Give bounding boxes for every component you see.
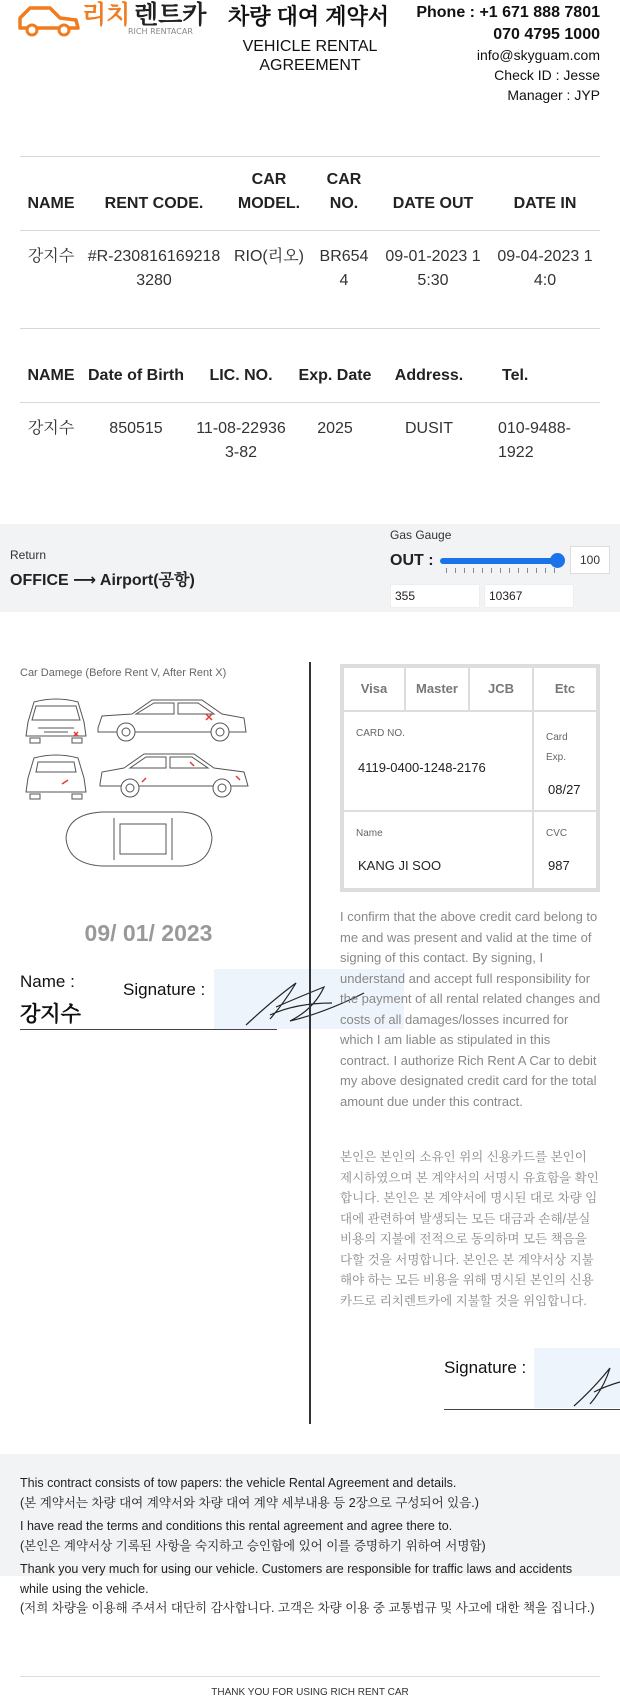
terms-line: Thank you very much for using our vehicle. Customers are responsible for traffic laws and accidents while using the vehicle. (저희 차량을 이용해 주셔서 대단히 감사합니다. 고객은 차량 이용 중 교통법규 및 사고에 대한 책을 집니다.) bbox=[20, 1562, 595, 1615]
mileage-out-field[interactable]: 355 bbox=[390, 584, 480, 608]
brand-master[interactable]: Master bbox=[404, 666, 470, 712]
card-name-cell[interactable] bbox=[342, 810, 534, 890]
table-row bbox=[20, 403, 600, 480]
brand-etc[interactable]: Etc bbox=[532, 666, 598, 712]
return-value: OFFICE ⟶ Airport(공항) bbox=[10, 572, 195, 589]
card-exp-label: Card Exp. bbox=[546, 732, 568, 763]
col-header-tel: Tel. bbox=[480, 329, 600, 403]
terms-section bbox=[0, 1454, 620, 1615]
card-name-label: Name bbox=[356, 828, 383, 839]
credit-card-grid bbox=[340, 664, 600, 892]
col-header-dob: Date of Birth bbox=[82, 329, 190, 403]
brand-jcb[interactable]: JCB bbox=[468, 666, 534, 712]
slider-track bbox=[440, 558, 558, 564]
col-header-address: Address. bbox=[378, 329, 480, 403]
confirm-text-korean: 본인은 본인의 소유인 위의 신용카드를 본인이 제시하였으며 본 계약서의 서명시 유효함을 확인합니다. 본인은 본 계약서에 명시된 대로 차량 임대에 관련하여 발생되는 모든 대금과 손해/분실비용의 지불에 전적으로 동의하며 모든 책음을 다할 것을 서명합니다. 본인은 본 계약서상 지불해야 하는 모든 비용을 위해 명시된 본인의 신용카드로 리치렌트카에 지불할 것을 위임합니다. bbox=[340, 1150, 599, 1308]
card-exp-cell[interactable] bbox=[532, 710, 598, 812]
card-exp-value: 08/27 bbox=[548, 782, 581, 797]
title-english: VEHICLE RENTAL AGREEMENT bbox=[242, 38, 378, 74]
col-header-name: NAME bbox=[20, 329, 82, 403]
card-cvc-cell[interactable] bbox=[532, 810, 598, 890]
name-underline bbox=[20, 1029, 277, 1030]
card-signature-label: Signature : bbox=[444, 1358, 527, 1377]
signing-date: 09/ 01/ 2023 bbox=[84, 920, 213, 946]
car-side-view-left bbox=[100, 754, 248, 797]
col-header-car-model: CAR MODEL. bbox=[226, 157, 312, 231]
gas-out-label: OUT : bbox=[390, 552, 434, 569]
car-side-view-right bbox=[98, 700, 246, 741]
car-damage-diagram[interactable] bbox=[22, 692, 272, 892]
col-header-exp-date: Exp. Date bbox=[292, 329, 378, 403]
cell-date-out: 09-01-2023 15:30 bbox=[385, 248, 481, 289]
table-row bbox=[20, 231, 600, 308]
logo-text-en: RICH RENTACAR bbox=[128, 27, 193, 36]
gas-value-field[interactable]: 100 bbox=[570, 546, 610, 574]
cell-car-model: RIO(리오) bbox=[233, 248, 304, 265]
col-header-rent-code: RENT CODE. bbox=[82, 157, 226, 231]
col-header-lic-no: LIC. NO. bbox=[190, 329, 292, 403]
name-label: Name : bbox=[20, 972, 75, 991]
cell-exp-date: 2025 bbox=[317, 420, 353, 437]
check-id: Check ID : Jesse bbox=[494, 67, 600, 83]
phone-number-2: 070 4795 1000 bbox=[493, 26, 600, 43]
cell-date-in: 09-04-2023 14:0 bbox=[497, 248, 593, 289]
footer-divider bbox=[20, 1676, 600, 1677]
logo-text-ko: 리치 bbox=[82, 0, 131, 29]
cell-name: 강지수 bbox=[27, 248, 75, 265]
brand-visa[interactable]: Visa bbox=[342, 666, 406, 712]
footer-text: THANK YOU FOR USING RICH RENT CAR bbox=[211, 1687, 409, 1698]
vertical-divider bbox=[309, 662, 311, 1424]
terms-line: I have read the terms and conditions this rental agreement and agree there to. (본인은 계약서상 기록된 사항을 숙지하고 승인함에 있어 이를 증명하기 위하여 서명함) bbox=[20, 1519, 486, 1553]
slider-ticks bbox=[446, 568, 558, 573]
signature-label: Signature : bbox=[123, 980, 206, 999]
car-front-view bbox=[26, 699, 86, 743]
col-header-name: NAME bbox=[20, 157, 82, 231]
card-no-cell[interactable] bbox=[342, 710, 534, 812]
cell-tel: 010-9488-1922 bbox=[498, 420, 571, 461]
cell-rent-code: #R-2308161692183280 bbox=[87, 248, 221, 289]
card-signature-underline bbox=[444, 1409, 620, 1410]
title-korean: 차량 대여 계약서 bbox=[228, 4, 389, 29]
slider-thumb[interactable] bbox=[550, 553, 565, 568]
manager: Manager : JYP bbox=[507, 87, 600, 103]
logo-text-ko-2: 렌트카 bbox=[134, 0, 207, 29]
card-no-label: CARD NO. bbox=[356, 728, 405, 739]
card-no-value: 4119-0400-1248-2176 bbox=[358, 760, 486, 775]
customer-table bbox=[20, 328, 600, 479]
card-signature-pad[interactable] bbox=[534, 1348, 620, 1408]
customer-name: 강지수 bbox=[20, 1003, 81, 1026]
mileage-in-field[interactable]: 10367 bbox=[484, 584, 574, 608]
phone-number: Phone : +1 671 888 7801 bbox=[416, 4, 600, 21]
company-logo bbox=[18, 0, 224, 42]
card-cvc-label: CVC bbox=[546, 828, 568, 839]
car-top-view bbox=[66, 812, 212, 866]
damage-label: Car Damege (Before Rent V, After Rent X) bbox=[20, 667, 227, 679]
cell-name: 강지수 bbox=[27, 420, 75, 437]
gas-gauge-label: Gas Gauge bbox=[390, 528, 452, 542]
car-rear-view bbox=[26, 755, 86, 799]
cell-address: DUSIT bbox=[405, 420, 453, 437]
table-header-row bbox=[20, 157, 600, 231]
contact-info bbox=[416, 3, 600, 105]
gas-gauge-slider[interactable] bbox=[440, 550, 564, 574]
table-header-row bbox=[20, 329, 600, 403]
cell-dob: 850515 bbox=[109, 420, 163, 437]
col-header-date-out: DATE OUT bbox=[376, 157, 490, 231]
cell-lic-no: 11-08-229363-82 bbox=[196, 420, 286, 461]
rental-table bbox=[20, 156, 600, 307]
signature-scribble bbox=[534, 1348, 620, 1408]
card-cvc-value: 987 bbox=[548, 858, 570, 873]
confirm-text-english: I confirm that the above credit card belong to me and was present and valid at the time of signing of this contact. By signing, I understand and accept full responsibility for the payment of all rental related changes and costs of all damages/losses incurred for which I am liable as stipulated in this contract. I authorize Rich Rent A Car to debit my above designated credit card for the total amount due under this contract. bbox=[340, 909, 601, 1109]
return-label: Return bbox=[10, 548, 47, 562]
terms-line: This contract consists of tow papers: the vehicle Rental Agreement and details. (본 계약서는 차량 대여 계약서와 차량 대여 계약 세부내용 등 2장으로 구성되어 있음.) bbox=[20, 1476, 479, 1510]
damage-marks bbox=[62, 714, 240, 784]
email: info@skyguam.com bbox=[476, 47, 600, 63]
cell-car-no: BR6544 bbox=[319, 248, 369, 289]
return-gas-band bbox=[0, 524, 620, 612]
col-header-date-in: DATE IN bbox=[490, 157, 600, 231]
card-name-value: KANG JI SOO bbox=[358, 858, 442, 873]
col-header-car-no: CAR NO. bbox=[312, 157, 376, 231]
